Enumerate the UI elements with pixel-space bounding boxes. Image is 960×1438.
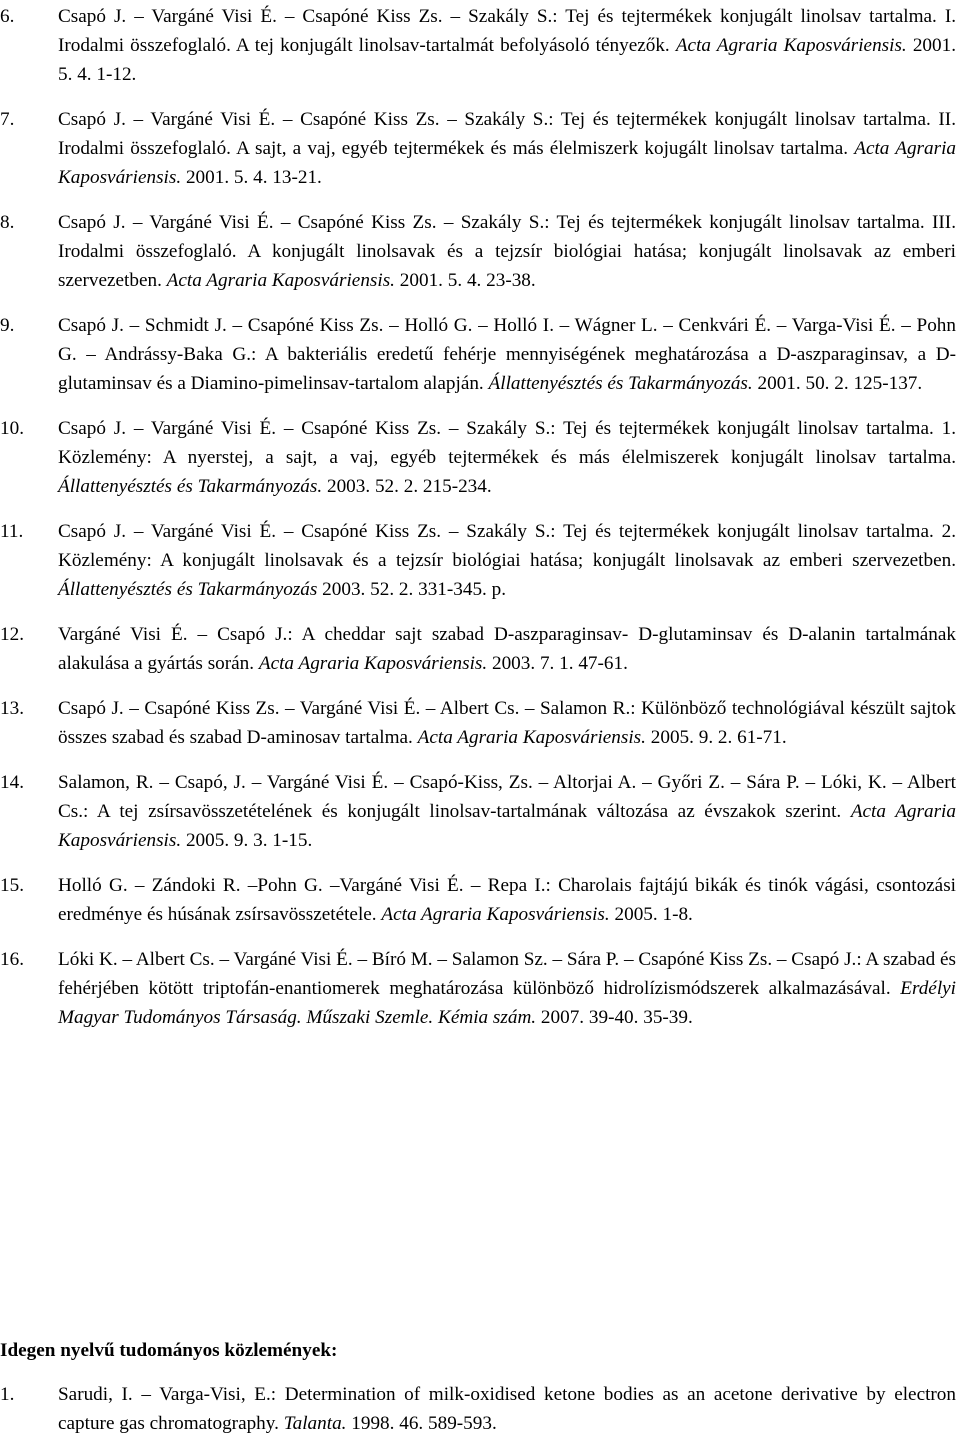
reference-number: 12. <box>0 624 24 645</box>
reference-number: 11. <box>0 521 24 542</box>
reference-authors: Csapó J. – Vargáné Visi É. – Csapóné Kiss Zs. – Szakály S.: <box>58 109 554 130</box>
reference-number: 1. <box>0 1384 15 1405</box>
journal-name: Acta Agraria Kaposváriensis. <box>258 653 488 674</box>
foreign-publications-heading: Idegen nyelvű tudományos közlemények: <box>0 1340 338 1361</box>
reference-list <box>0 2 960 1048</box>
reference-item <box>0 2 960 89</box>
journal-name: Acta Agraria Kaposváriensis. <box>381 904 610 925</box>
reference-citation: 2003. 52. 2. 331-345. p. <box>317 579 507 600</box>
reference-title: Determination of milk-oxidised ketone bodies as an acetone derivative by electron capture gas chromatography. <box>58 1384 956 1434</box>
reference-citation: 2003. 7. 1. 47-61. <box>487 653 628 674</box>
reference-number: 6. <box>0 6 15 27</box>
reference-title: Tej és tejtermékek konjugált linolsav tartalma. 2. Közlemény: A konjugált linolsavak és a tejzsír biológiai hatása; konjugált linolsavak az emberi szervezetben. <box>58 521 956 571</box>
reference-item <box>0 871 960 929</box>
reference-citation: 2005. 1-8. <box>609 904 693 925</box>
reference-authors: Vargáné Visi É. – Csapó J.: <box>58 624 293 645</box>
reference-item <box>0 1380 960 1438</box>
reference-authors: Sarudi, I. – Varga-Visi, E.: <box>58 1384 277 1405</box>
journal-name: Talanta. <box>283 1413 347 1434</box>
reference-number: 16. <box>0 949 24 970</box>
reference-number: 10. <box>0 418 24 439</box>
reference-citation: 2001. 5. 4. 23-38. <box>394 270 536 291</box>
reference-title: A tej zsírsavösszetételének és konjugált linolsav-tartalmának változása az évszakok szerint. <box>88 801 851 822</box>
reference-authors: Csapó J. – Vargáné Visi É. – Csapóné Kiss Zs. – Szakály S.: <box>58 212 550 233</box>
reference-citation: 2001. 50. 2. 125-137. <box>752 373 923 394</box>
reference-citation: 2003. 52. 2. 215-234. <box>322 476 492 497</box>
foreign-reference-list <box>0 1380 960 1438</box>
reference-title: Tej és tejtermékek konjugált linolsav tartalma. I. Irodalmi összefoglaló. A tej konjugált linolsav-tartalmát befolyásoló tényezők. <box>58 6 957 56</box>
reference-item <box>0 311 960 398</box>
reference-number: 15. <box>0 875 24 896</box>
reference-title: Tej és tejtermékek konjugált linolsav tartalma. III. Irodalmi összefoglaló. A konjugált linolsavak és a tejzsír biológiai hatása; konjugált linolsavak az emberi szervezetben. <box>58 212 956 291</box>
journal-name: Acta Agraria Kaposváriensis. <box>58 138 956 188</box>
reference-authors: Holló G. – Zándoki R. –Pohn G. –Vargáné Visi É. – Repa I.: <box>58 875 551 896</box>
reference-title: A cheddar sajt szabad D-aszparaginsav- D-glutaminsav és D-alanin tartalmának alakulása a gyártás során. <box>58 624 957 674</box>
reference-title: Különböző technológiával készült sajtok összes szabad és szabad D-aminosav tartalma. <box>58 698 956 748</box>
journal-name: Acta Agraria Kaposváriensis. <box>58 801 956 851</box>
reference-title: A szabad és fehérjében kötött triptofán-enantiomerek meghatározása különböző hidrolízismódszerek alkalmazásával. <box>58 949 956 999</box>
reference-item <box>0 105 960 192</box>
reference-number: 9. <box>0 315 15 336</box>
reference-number: 13. <box>0 698 24 719</box>
reference-number: 7. <box>0 109 15 130</box>
journal-name: Acta Agraria Kaposváriensis. <box>675 35 907 56</box>
reference-authors: Lóki K. – Albert Cs. – Vargáné Visi É. – Bíró M. – Salamon Sz. – Sára P. – Csapóné Kiss Zs. – Csapó J.: <box>58 949 862 970</box>
reference-item <box>0 414 960 501</box>
reference-title: Charolais fajtájú bikák és tinók vágási, csontozási eredménye és húsának zsírsavösszetétele. <box>58 875 956 925</box>
reference-citation: 2001. 5. 4. 13-21. <box>181 167 322 188</box>
reference-authors: Salamon, R. – Csapó, J. – Vargáné Visi É. – Csapó-Kiss, Zs. – Altorjai A. – Győri Z. – Sára P. – Lóki, K. – Albert Cs.: <box>58 772 956 822</box>
reference-item <box>0 768 960 855</box>
reference-authors: Csapó J. – Vargáné Visi É. – Csapóné Kiss Zs. – Szakály S.: <box>58 521 556 542</box>
journal-name: Erdélyi Magyar Tudományos Társaság. Műszaki Szemle. Kémia szám. <box>58 978 956 1028</box>
reference-item <box>0 517 960 604</box>
reference-citation: 2005. 9. 2. 61-71. <box>645 727 787 748</box>
reference-number: 14. <box>0 772 24 793</box>
reference-citation: 1998. 46. 589-593. <box>346 1413 497 1434</box>
journal-name: Állattenyésztés és Takarmányozás <box>58 579 318 600</box>
reference-authors: Csapó J. – Vargáné Visi É. – Csapóné Kiss Zs. – Szakály S.: <box>58 6 558 27</box>
reference-citation: 2007. 39-40. 35-39. <box>536 1007 693 1028</box>
reference-title: Tej és tejtermékek konjugált linolsav tartalma. II. Irodalmi összefoglaló. A sajt, a vaj, egyéb tejtermékek és más élelmiszerk kojugált linolsav tartalma. <box>58 109 956 159</box>
reference-number: 8. <box>0 212 15 233</box>
journal-name: Állattenyésztés és Takarmányozás. <box>488 373 753 394</box>
reference-item <box>0 694 960 752</box>
reference-item <box>0 945 960 1032</box>
journal-name: Acta Agraria Kaposváriensis. <box>417 727 646 748</box>
reference-citation: 2001. 5. 4. 1-12. <box>58 35 956 85</box>
reference-authors: Csapó J. – Schmidt J. – Csapóné Kiss Zs. – Holló G. – Holló I. – Wágner L. – Cenkvári É. – Varga-Visi É. – Pohn G. – Andrássy-Baka G.: <box>58 315 956 365</box>
journal-name: Állattenyésztés és Takarmányozás. <box>58 476 323 497</box>
reference-item <box>0 208 960 295</box>
reference-title: A bakteriális eredetű fehérje mennyiségének meghatározása a D-aszparaginsav, a D-glutaminsav és a Diamino-pimelinsav-tartalom alapján. <box>58 344 956 394</box>
reference-authors: Csapó J. – Vargáné Visi É. – Csapóné Kiss Zs. – Szakály S.: <box>58 418 556 439</box>
reference-title: Tej és tejtermékek konjugált linolsav tartalma. 1. Közlemény: A nyerstej, a sajt, a vaj, egyéb tejtermékek és más élelmiszerek konjugált linolsav tartalma. <box>58 418 956 468</box>
reference-citation: 2005. 9. 3. 1-15. <box>181 830 313 851</box>
reference-authors: Csapó J. – Csapóné Kiss Zs. – Vargáné Visi É. – Albert Cs. – Salamon R.: <box>58 698 636 719</box>
journal-name: Acta Agraria Kaposváriensis. <box>166 270 395 291</box>
reference-item <box>0 620 960 678</box>
